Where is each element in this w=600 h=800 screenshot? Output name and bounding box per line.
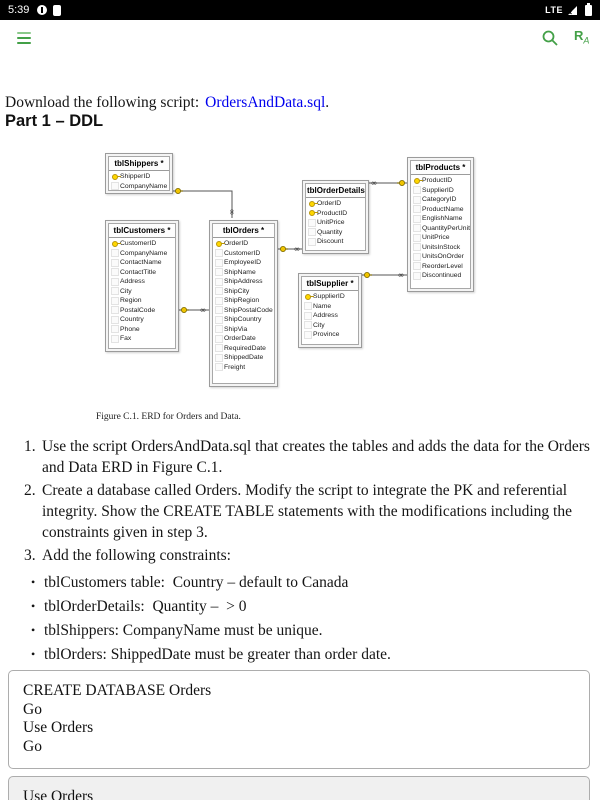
field-name: Name [313, 302, 332, 310]
menu-icon [17, 32, 31, 34]
erd-field-row [109, 277, 175, 287]
code-line: Go [23, 737, 42, 755]
notification-icon [53, 5, 61, 16]
field-icon-cell [213, 363, 224, 371]
relation-many-marker: ∞ [293, 244, 301, 254]
field-icon-cell [411, 186, 422, 194]
erd-field-row [302, 302, 358, 312]
field-icon-cell [109, 174, 120, 180]
field-name: Address [120, 278, 145, 286]
erd-field-row [213, 334, 274, 344]
erd-field-row [213, 306, 274, 316]
field-name: Freight [224, 363, 246, 371]
bullet-text: tblCustomers table: Country – default to Canada [44, 574, 349, 591]
field-name: OrderID [224, 240, 249, 248]
field-name: ShipCity [224, 287, 250, 295]
script-link[interactable]: OrdersAndData.sql [205, 93, 326, 111]
field-icon-cell [213, 241, 224, 247]
field-name: RequiredDate [224, 344, 266, 352]
field-name: Address [313, 312, 338, 320]
erd-table [105, 153, 173, 194]
field-name: CompanyName [120, 182, 168, 190]
field-name: EmployeeID [224, 259, 262, 267]
field-icon-cell [213, 287, 224, 295]
field-name: QuantityPerUnit [422, 224, 470, 232]
primary-key-icon [305, 294, 311, 300]
erd-field-row [213, 344, 274, 354]
erd-field-row [213, 363, 274, 373]
field-name: ReorderLevel [422, 262, 463, 270]
step-item [5, 480, 597, 543]
field-name: UnitsOnOrder [422, 253, 464, 261]
bullet-text: tblOrders: ShippedDate must be greater than order date. [44, 646, 391, 663]
field-name: City [120, 287, 132, 295]
erd-field-row [213, 239, 274, 249]
erd-table-title: tblShippers * [109, 157, 169, 171]
step-number: 1. [24, 438, 36, 455]
search-icon[interactable] [541, 29, 559, 47]
field-icon-cell [411, 272, 422, 280]
bullet-marker: • [31, 599, 36, 613]
step-number: 2. [24, 482, 36, 499]
relation-key-marker [175, 188, 180, 193]
erd-table-title: tblProducts * [411, 161, 470, 175]
erd-field-row [109, 249, 175, 259]
field-icon-cell [411, 224, 422, 232]
primary-key-icon [216, 241, 222, 247]
field-icon-cell [213, 335, 224, 343]
field-icon-cell [213, 325, 224, 333]
field-name: PostalCode [120, 306, 156, 314]
erd-field-row [302, 321, 358, 331]
network-type-label: LTE [545, 5, 563, 15]
signal-icon [567, 5, 578, 16]
erd-field-row [213, 315, 274, 325]
erd-field-row [213, 249, 274, 259]
erd-field-row [411, 262, 470, 272]
erd-field-row [109, 239, 175, 249]
erd-table [302, 180, 369, 254]
field-name: EnglishName [422, 215, 463, 223]
step-text: Add the following constraints: [42, 547, 231, 564]
erd-field-row [306, 237, 365, 247]
erd-table-title: tblOrders * [213, 224, 274, 238]
erd-field-row [109, 306, 175, 316]
field-icon-cell [411, 178, 422, 184]
field-name: CustomerID [224, 249, 261, 257]
bullet-text: tblShippers: CompanyName must be unique. [44, 622, 323, 639]
field-icon-cell [109, 287, 120, 295]
erd-field-row [109, 334, 175, 344]
erd-field-row [411, 271, 470, 281]
field-name: UnitsInStock [422, 243, 461, 251]
erd-field-row [109, 268, 175, 278]
field-icon-cell [213, 278, 224, 286]
erd-table [209, 220, 278, 387]
field-name: ProductID [422, 177, 453, 185]
field-icon-cell [213, 297, 224, 305]
relation-key-marker [364, 272, 369, 277]
erd-field-row [306, 199, 365, 209]
field-name: CompanyName [120, 249, 168, 257]
erd-field-row [213, 287, 274, 297]
erd-field-row [411, 205, 470, 215]
field-icon-cell [109, 297, 120, 305]
erd-field-row [109, 258, 175, 268]
erd-field-row [302, 330, 358, 340]
erd-table-title: tblCustomers * [109, 224, 175, 238]
field-icon-cell [302, 321, 313, 329]
field-name: Phone [120, 325, 140, 333]
erd-field-row [213, 258, 274, 268]
field-icon-cell [302, 312, 313, 320]
field-icon-cell [306, 219, 317, 227]
primary-key-icon [112, 174, 118, 180]
field-name: ShipRegion [224, 297, 260, 305]
erd-field-row [411, 176, 470, 186]
step-text: Create a database called Orders. Modify the script to integrate the PK and referential integrity. Show the CREATE TABLE statements with the modifications including the constraints given in step 3. [42, 482, 572, 541]
field-name: Fax [120, 335, 132, 343]
battery-icon [585, 5, 592, 16]
field-icon-cell [213, 249, 224, 257]
field-name: ProductID [317, 209, 348, 217]
bullet-marker: • [31, 647, 36, 661]
erd-field-row [411, 214, 470, 224]
field-icon-cell [109, 249, 120, 257]
field-name: Region [120, 297, 142, 305]
erd-field-row [411, 233, 470, 243]
erd-field-row [213, 325, 274, 335]
field-icon-cell [213, 306, 224, 314]
bullet-marker: • [31, 623, 36, 637]
field-name: CategoryID [422, 196, 457, 204]
field-icon-cell [306, 201, 317, 207]
field-name: ShippedDate [224, 354, 264, 362]
field-icon-cell [213, 316, 224, 324]
field-icon-cell [411, 253, 422, 261]
erd-field-row [109, 296, 175, 306]
field-icon-cell [302, 331, 313, 339]
field-icon-cell [213, 354, 224, 362]
primary-key-icon [309, 210, 315, 216]
erd-field-row [411, 195, 470, 205]
field-name: SupplierID [313, 293, 345, 301]
step-number: 3. [24, 547, 36, 564]
field-icon-cell [109, 316, 120, 324]
erd-field-row [213, 353, 274, 363]
field-name: ShipVia [224, 325, 248, 333]
field-icon-cell [213, 268, 224, 276]
erd-table-title: tblSupplier * [302, 277, 358, 291]
erd-table [298, 273, 362, 348]
erd-field-row [411, 186, 470, 196]
code-block-create-database [8, 670, 590, 769]
bullet-item [5, 620, 597, 641]
field-name: ShipperID [120, 173, 151, 181]
field-name: City [313, 321, 325, 329]
field-icon-cell [411, 196, 422, 204]
field-icon-cell [109, 182, 120, 190]
field-name: OrderDate [224, 335, 256, 343]
field-icon-cell [109, 325, 120, 333]
field-icon-cell [213, 344, 224, 352]
erd-field-row [302, 311, 358, 321]
intro-paragraph [5, 92, 595, 113]
relation-key-marker [399, 180, 404, 185]
field-name: ShipAddress [224, 278, 263, 286]
field-name: OrderID [317, 200, 342, 208]
field-icon-cell [109, 259, 120, 267]
field-name: Quantity [317, 228, 343, 236]
field-icon-cell [109, 268, 120, 276]
erd-field-row [411, 243, 470, 253]
field-icon-cell [302, 302, 313, 310]
field-icon-cell [411, 205, 422, 213]
erd-table-title: tblOrderDetails [306, 184, 365, 198]
code-line: Go [23, 700, 42, 718]
notification-circle-icon [37, 5, 47, 15]
relation-key-marker [280, 246, 285, 251]
erd-table [407, 157, 474, 292]
font-settings-icon[interactable]: $R_A$ [574, 28, 590, 46]
field-name: ShipCountry [224, 316, 262, 324]
relation-many-marker: ∞ [397, 270, 405, 280]
status-bar [0, 0, 600, 20]
field-name: UnitPrice [317, 219, 345, 227]
erd-field-row [109, 287, 175, 297]
figure-caption: Figure C.1. ERD for Orders and Data. [96, 412, 241, 422]
erd-field-row [411, 224, 470, 234]
erd-field-row [109, 325, 175, 335]
step-item [5, 545, 597, 566]
clock: 5:39 [8, 4, 30, 16]
relation-many-marker: ∞ [199, 305, 207, 315]
field-icon-cell [213, 259, 224, 267]
field-icon-cell [306, 238, 317, 246]
intro-text: Download the following script: [5, 93, 200, 111]
field-icon-cell [109, 335, 120, 343]
field-icon-cell [109, 278, 120, 286]
erd-field-row [213, 268, 274, 278]
relation-many-marker: ∞ [370, 178, 378, 188]
bullet-text: tblOrderDetails: Quantity – > 0 [44, 598, 247, 615]
code-block-use-orders [8, 776, 590, 800]
field-name: CustomerID [120, 240, 157, 248]
field-name: ShipName [224, 268, 256, 276]
code-line: Use Orders [23, 719, 94, 736]
field-icon-cell [306, 210, 317, 216]
step-text: Use the script OrdersAndData.sql that creates the tables and adds the data for the Orders and Data ERD in Figure C.1. [42, 438, 590, 476]
field-name: Province [313, 331, 340, 339]
field-name: Discontinued [422, 272, 462, 280]
erd-diagram [0, 148, 600, 410]
erd-field-row [213, 277, 274, 287]
field-name: ShipPostalCode [224, 306, 273, 314]
steps-list [5, 436, 597, 566]
erd-field-row [109, 172, 169, 182]
intro-suffix: . [325, 93, 330, 111]
erd-field-row [306, 209, 365, 219]
field-name: ProductName [422, 205, 464, 213]
bullets-list [5, 572, 597, 665]
erd-field-row [302, 292, 358, 302]
field-icon-cell [411, 234, 422, 242]
instructions [5, 436, 597, 668]
relation-many-marker: ∞ [227, 208, 237, 216]
menu-button[interactable] [17, 32, 31, 44]
field-name: ContactTitle [120, 268, 157, 276]
code-line: CREATE DATABASE Orders [23, 682, 212, 699]
bullet-item [5, 596, 597, 617]
field-icon-cell [411, 262, 422, 270]
erd-table [105, 220, 179, 352]
erd-field-row [109, 182, 169, 192]
primary-key-icon [309, 201, 315, 207]
field-name: ContactName [120, 259, 162, 267]
erd-field-row [306, 228, 365, 238]
erd-field-row [411, 252, 470, 262]
code-line: Use Orders [23, 788, 94, 800]
field-name: SupplierID [422, 186, 454, 194]
erd-field-row [306, 218, 365, 228]
field-icon-cell [109, 241, 120, 247]
erd-field-row [213, 296, 274, 306]
step-item [5, 436, 597, 478]
bullet-item [5, 644, 597, 665]
erd-field-row [109, 315, 175, 325]
field-icon-cell [302, 294, 313, 300]
field-icon-cell [411, 243, 422, 251]
field-icon-cell [109, 306, 120, 314]
field-name: Country [120, 316, 144, 324]
relation-key-marker [181, 307, 186, 312]
field-icon-cell [306, 228, 317, 236]
field-name: Discount [317, 238, 344, 246]
bullet-item [5, 572, 597, 593]
relation-line [173, 191, 232, 218]
part1-heading: Part 1 – DDL [5, 112, 104, 130]
field-icon-cell [411, 215, 422, 223]
primary-key-icon [112, 241, 118, 247]
field-name: UnitPrice [422, 234, 450, 242]
primary-key-icon [414, 178, 420, 184]
app-toolbar [0, 20, 600, 56]
bullet-marker: • [31, 575, 36, 589]
